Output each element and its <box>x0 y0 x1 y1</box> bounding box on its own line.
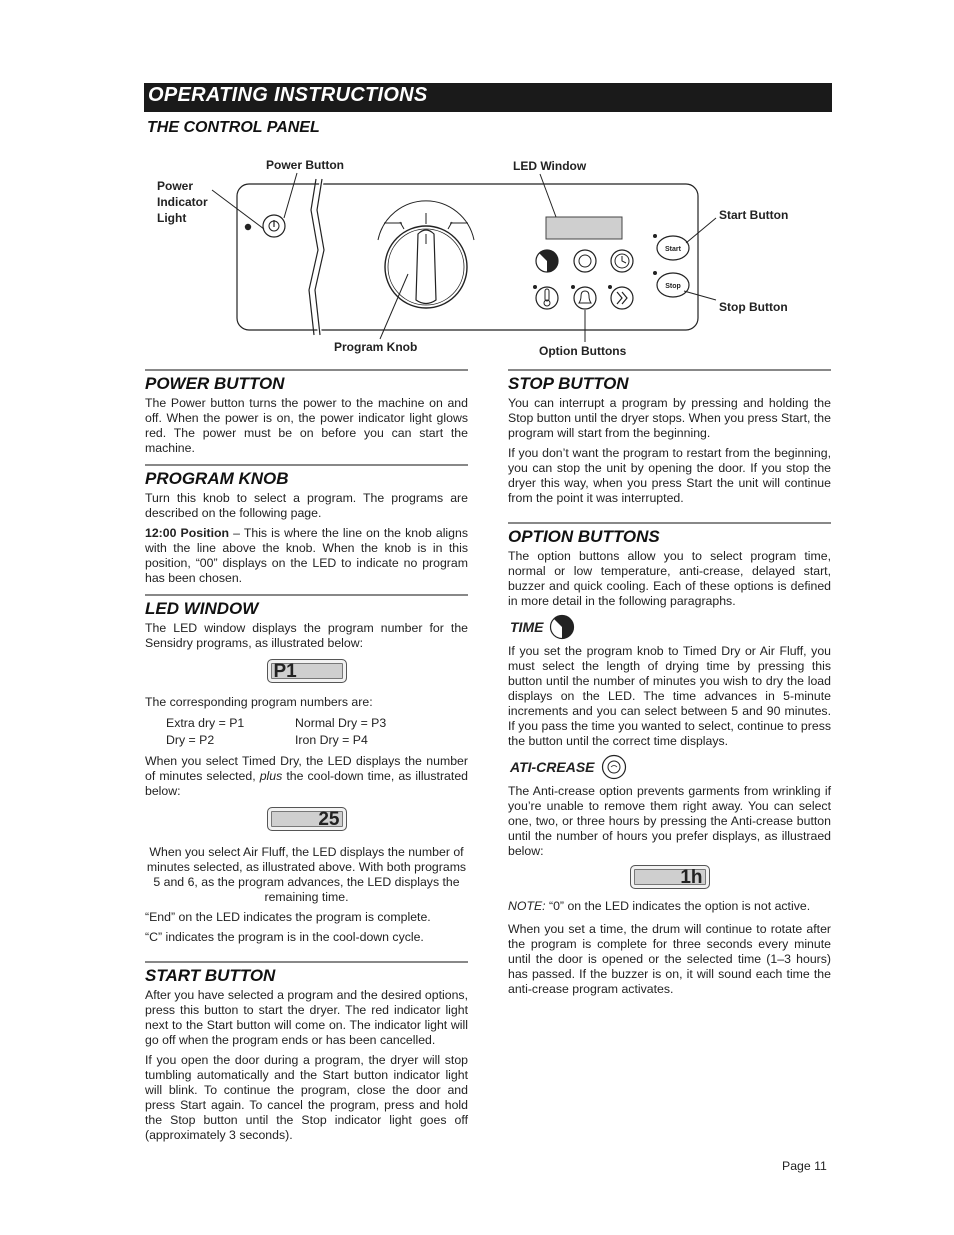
led-display-text: P1 <box>273 661 297 682</box>
note-label: NOTE: <box>508 899 546 913</box>
program-knob-heading: PROGRAM KNOB <box>145 464 468 491</box>
delayed-start-icon <box>611 250 633 272</box>
led-paragraph-2: The corresponding program numbers are: <box>145 695 373 709</box>
time-heading <box>510 614 831 640</box>
temperature-icon <box>536 287 558 309</box>
program-item: Dry = P2 <box>166 733 215 747</box>
right-column <box>508 369 831 1002</box>
note-paragraph <box>508 899 831 914</box>
program-item: Normal Dry = P3 <box>295 716 387 730</box>
led-display-p1 <box>267 659 347 683</box>
program-item: Iron Dry = P4 <box>295 733 368 747</box>
led-paragraph-3 <box>145 754 468 799</box>
power-indicator-light <box>245 224 251 230</box>
led-window-icon <box>546 217 622 239</box>
option-buttons-heading: OPTION BUTTONS <box>508 522 831 549</box>
led-paragraph-1: The LED window displays the program number for the Sensidry programs, as illustrated below: <box>145 621 468 650</box>
control-panel-diagram <box>0 0 954 370</box>
page-number: Page 11 <box>782 1159 827 1173</box>
power-paragraph: The Power button turns the power to the machine on and off. When the power is on, the power indicator light glows red. The power must be on before you can start the machine. <box>145 396 468 455</box>
led-display-1h <box>630 865 710 889</box>
program-item: Extra dry = P1 <box>166 716 245 730</box>
knob-paragraph-1: Turn this knob to select a program. The programs are described on the following page. <box>145 491 468 520</box>
stop-paragraph-1: You can interrupt a program by pressing and holding the Stop button until the dryer stops. When you press Start, the program will start from the beginning. <box>508 396 831 440</box>
stop-paragraph-2: If you don’t want the program to restart from the beginning, you can stop the unit by opening the door. If you stop the dryer this way, when you press Start the unit will continue from the point it was interrupted. <box>508 446 831 505</box>
knob-paragraph-2 <box>145 526 468 586</box>
led-display-25 <box>267 807 347 831</box>
power-button-heading: POWER BUTTON <box>145 369 468 396</box>
led-p3-part: the cool-down time, as illustrated below: <box>145 769 468 798</box>
label-power-indicator: Power Indicator Light <box>157 179 208 225</box>
anti-crease-title: ATI-CREASE <box>510 759 595 775</box>
time-icon <box>549 614 575 640</box>
led-window-heading: LED WINDOW <box>145 594 468 621</box>
led-p3-emphasis: plus <box>259 769 283 783</box>
start-paragraph-1: After you have selected a program and the desired options, press this button to start the dryer. The red indicator light next to the Start button will come on. The indicator light will go off when the program ends or has been cancelled. <box>145 988 468 1047</box>
label-led-window: LED Window <box>513 159 587 173</box>
label-power-button: Power Button <box>266 158 344 172</box>
anti-crease-heading <box>510 754 831 780</box>
led-display-text: 25 <box>318 809 340 830</box>
time-icon <box>536 250 558 272</box>
page-subheading: THE CONTROL PANEL <box>147 119 320 136</box>
knob-position-text: – This is where the line on the knob aligns with the line above the knob. When the knob is in this position, “00” displays on the LED to indicate no program has been chosen. <box>145 526 468 585</box>
anti-crease-icon <box>574 250 596 272</box>
anti-crease-final-paragraph: When you set a time, the drum will continue to rotate after the program is complete for three seconds every minute until the door is opened or the selected time (1–3 hours) has passed. If the buzzer is on, it will sound each time the anti-crease program activates. <box>508 922 831 996</box>
banner-title: OPERATING INSTRUCTIONS <box>148 84 428 106</box>
time-title: TIME <box>510 619 544 635</box>
label-start-button: Start Button <box>719 208 789 222</box>
buzzer-icon <box>574 287 596 309</box>
program-knob-icon <box>378 201 474 308</box>
anti-crease-paragraph: The Anti-crease option prevents garments from wrinkling if you’re unable to remove them right away. You can select one, two, or three hours by pressing the Anti-crease button until the number of hours you prefer displays, as illustraed below: <box>508 784 831 858</box>
options-paragraph-1: The option buttons allow you to select program time, normal or low temperature, anti-crease, delayed start, buzzer and quick cooling. Each of these options is defined in more detail in the following paragraphs. <box>508 549 831 608</box>
led-p3-part: When you select Timed Dry, the LED displays the number of minutes selected, <box>145 754 468 783</box>
anti-crease-icon <box>601 754 627 780</box>
start-paragraph-2: If you open the door during a program, the dryer will stop tumbling automatically and the Start button indicator light will blink. To continue the program, close the door and press Start again. To cancel the program, press and hold the Stop button until the Stop indicator light goes off (approximately 3 seconds). <box>145 1053 468 1142</box>
quick-cool-icon <box>611 287 633 309</box>
program-number-list <box>166 715 468 749</box>
led-paragraph-4: When you select Air Fluff, the LED displays the number of minutes selected, as illustrated above. With both programs 5 and 6, as the program advances, the LED displays the remaining time. <box>146 845 467 904</box>
left-column <box>145 369 468 1148</box>
note-text: “0” on the LED indicates the option is not active. <box>545 899 811 913</box>
stop-button-text: Stop <box>665 283 681 290</box>
start-button-heading: START BUTTON <box>145 961 468 988</box>
led-display-text: 1h <box>680 867 703 888</box>
label-program-knob: Program Knob <box>334 340 418 354</box>
stop-button-heading: STOP BUTTON <box>508 369 831 396</box>
led-paragraph-6: “C” indicates the program is in the cool-down cycle. <box>145 930 424 944</box>
knob-position-label: 12:00 Position <box>145 526 230 540</box>
start-button-text: Start <box>665 246 681 253</box>
label-option-buttons: Option Buttons <box>539 344 627 358</box>
time-paragraph: If you set the program knob to Timed Dry or Air Fluff, you must select the length of drying time by pressing this button until the number of minutes you wish to dry the load displays on the LED. The time advances in 5-minute increments and you can select between 5 and 90 minutes. If you pass the time you wanted to select, continue to press the button until the correct time displays. <box>508 644 831 748</box>
led-paragraph-5: “End” on the LED indicates the program is complete. <box>145 910 431 924</box>
label-stop-button: Stop Button <box>719 300 788 314</box>
